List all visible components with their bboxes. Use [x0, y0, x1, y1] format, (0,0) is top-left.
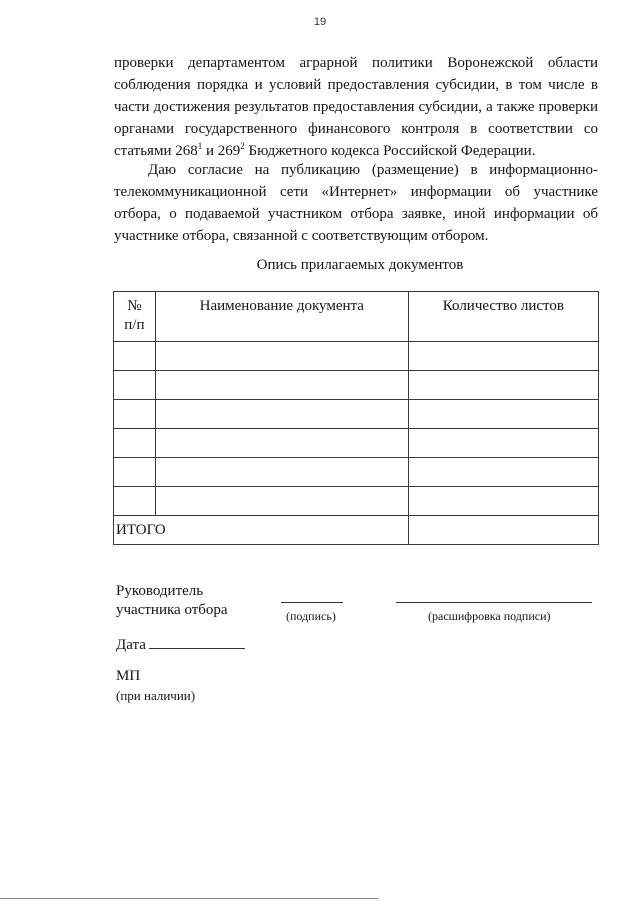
date-line[interactable]	[149, 634, 245, 649]
stamp-note: (при наличии)	[116, 688, 196, 703]
cell-number[interactable]	[114, 429, 156, 458]
cell-sheet-count[interactable]	[408, 458, 598, 487]
cell-number[interactable]	[114, 371, 156, 400]
cell-number[interactable]	[114, 458, 156, 487]
date-label: Дата	[116, 637, 146, 653]
documents-table	[113, 291, 599, 545]
date-row	[116, 634, 245, 655]
header-number-line2: п/п	[124, 317, 145, 333]
cell-number[interactable]	[114, 400, 156, 429]
cell-sheet-count[interactable]	[408, 487, 598, 516]
cell-sheet-count[interactable]	[408, 400, 598, 429]
page-number: 19	[313, 16, 327, 28]
superscript-1: 1	[197, 141, 203, 151]
paragraph1-end: Бюджетного кодекса Российской Федерации.	[244, 143, 536, 159]
total-label: ИТОГО	[114, 516, 409, 545]
table-row	[114, 371, 599, 400]
cell-number[interactable]	[114, 487, 156, 516]
table-row	[114, 458, 599, 487]
cell-document-name[interactable]	[155, 371, 408, 400]
signature-decode-line[interactable]	[396, 602, 592, 603]
head-label-line2: участника отбора	[116, 602, 228, 618]
table-header-row	[114, 292, 599, 342]
signature-caption: (подпись)	[286, 609, 336, 623]
signature-decode-caption: (расшифровка подписи)	[428, 609, 551, 623]
table-row	[114, 429, 599, 458]
paragraph-consent-audit	[114, 52, 598, 162]
signature-line[interactable]	[281, 602, 343, 603]
cell-document-name[interactable]	[155, 429, 408, 458]
cell-number[interactable]	[114, 342, 156, 371]
table-total-row	[114, 516, 599, 545]
cell-sheet-count[interactable]	[408, 429, 598, 458]
total-sheet-count[interactable]	[408, 516, 598, 545]
cell-document-name[interactable]	[155, 458, 408, 487]
header-document-name: Наименование документа	[155, 292, 408, 342]
inventory-title: Опись прилагаемых документов	[256, 257, 464, 273]
cell-sheet-count[interactable]	[408, 342, 598, 371]
paragraph1-text: проверки департаментом аграрной политики Воронежской области соблюдения порядка и условий предоставления субсидии, в том числе в части достижения результатов предоставления субсидии, а также проверки органами государственного финансового контроля в соответствии со статьями 268	[114, 55, 598, 159]
table-row	[114, 400, 599, 429]
header-number-line1: №	[127, 298, 142, 314]
cell-sheet-count[interactable]	[408, 371, 598, 400]
paragraph1-between: и 269	[202, 143, 241, 159]
cell-document-name[interactable]	[155, 342, 408, 371]
footer-rule	[0, 898, 378, 899]
cell-document-name[interactable]	[155, 487, 408, 516]
stamp-label: МП	[116, 668, 141, 684]
paragraph-consent-publication: Даю согласие на публикацию (размещение) в информационно-телекоммуникационной сети «Интернет» информации об участнике отбора, о подаваемой участником отбора заявке, иной информации об участнике отбора, связанной с соответствующим отбором.	[114, 162, 598, 244]
table-row	[114, 487, 599, 516]
stamp-block	[116, 667, 195, 706]
table-row	[114, 342, 599, 371]
cell-document-name[interactable]	[155, 400, 408, 429]
header-sheet-count: Количество листов	[408, 292, 598, 342]
header-number	[114, 292, 156, 342]
head-label-line1: Руководитель	[116, 583, 204, 599]
superscript-2: 2	[240, 141, 245, 151]
head-label	[116, 582, 228, 620]
